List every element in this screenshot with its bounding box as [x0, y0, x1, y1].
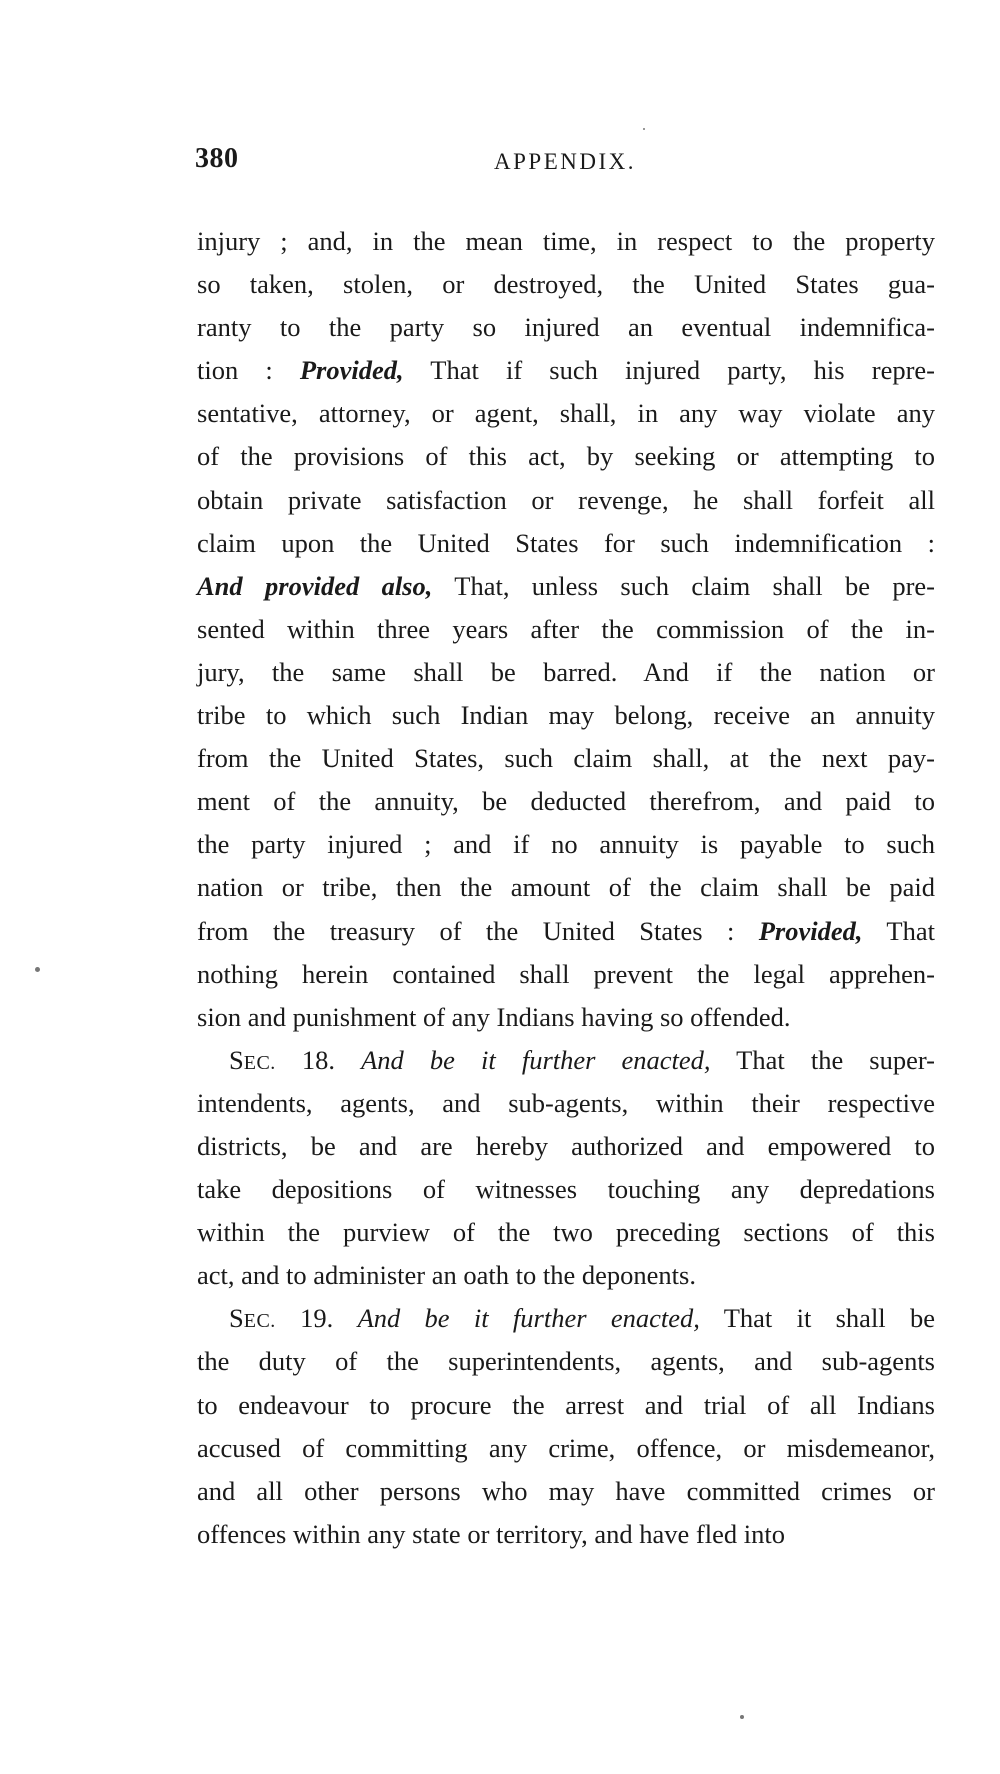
text-line: offences within any state or territory, and have fled into: [197, 1518, 785, 1549]
section-label: SEC.: [229, 1044, 276, 1075]
text-line: nothing herein contained shall prevent the legal apprehen-: [197, 958, 935, 989]
text-line: jury, the same shall be barred. And if the nation or: [197, 656, 935, 687]
page-number: 380: [195, 143, 239, 174]
text-line: the duty of the superintendents, agents, and sub-agents: [197, 1346, 935, 1377]
text-line: and all other persons who may have committed crimes or: [197, 1475, 935, 1506]
text-line: so taken, stolen, or destroyed, the United States gua-: [197, 269, 935, 300]
text-line: act, and to administer an oath to the deponents.: [197, 1260, 696, 1291]
text-line: from the United States, such claim shall, at the next pay-: [197, 743, 935, 774]
text-line: districts, be and are hereby authorized and empowered to: [197, 1130, 935, 1161]
text-line: nation or tribe, then the amount of the claim shall be paid: [197, 872, 935, 903]
text-line: take depositions of witnesses touching any depredations: [197, 1174, 935, 1205]
text-line: sented within three years after the commission of the in-: [197, 613, 935, 644]
running-head: APPENDIX.: [494, 149, 636, 174]
text-line: accused of committing any crime, offence, or misdemeanor,: [197, 1432, 935, 1463]
text-line: intendents, agents, and sub-agents, within their respective: [197, 1087, 935, 1118]
text-line: the party injured ; and if no annuity is payable to such: [197, 829, 935, 860]
text-line: ment of the annuity, be deducted therefrom, and paid to: [197, 786, 935, 817]
text-line: obtain private satisfaction or revenge, he shall forfeit all: [197, 484, 935, 515]
text-line: tion : Provided, That if such injured party, his repre-: [197, 355, 935, 386]
body-text: [197, 220, 935, 1556]
text-line: claim upon the United States for such indemnification :: [197, 527, 935, 558]
text-line: tribe to which such Indian may belong, receive an annuity: [197, 700, 935, 731]
text-line: And provided also, That, unless such claim shall be pre-: [197, 570, 935, 601]
text-line: injury ; and, in the mean time, in respect to the property: [197, 226, 935, 256]
text-line: ranty to the party so injured an eventual indemnifica-: [197, 312, 935, 343]
page-header: [195, 143, 935, 183]
text-line: from the treasury of the United States : Provided, That: [197, 915, 935, 946]
text-line: of the provisions of this act, by seeking or attempting to: [197, 441, 935, 472]
text-line: SEC. 18. And be it further enacted, That the super-: [229, 1044, 935, 1075]
text-line: SEC. 19. And be it further enacted, That it shall be: [229, 1303, 935, 1334]
text-line: to endeavour to procure the arrest and trial of all Indians: [197, 1389, 935, 1420]
text-line: within the purview of the two preceding sections of this: [197, 1217, 935, 1248]
text-line: sentative, attorney, or agent, shall, in any way violate any: [197, 398, 935, 429]
section-label: SEC.: [229, 1303, 276, 1334]
text-line: sion and punishment of any Indians having so offended.: [197, 1001, 791, 1032]
